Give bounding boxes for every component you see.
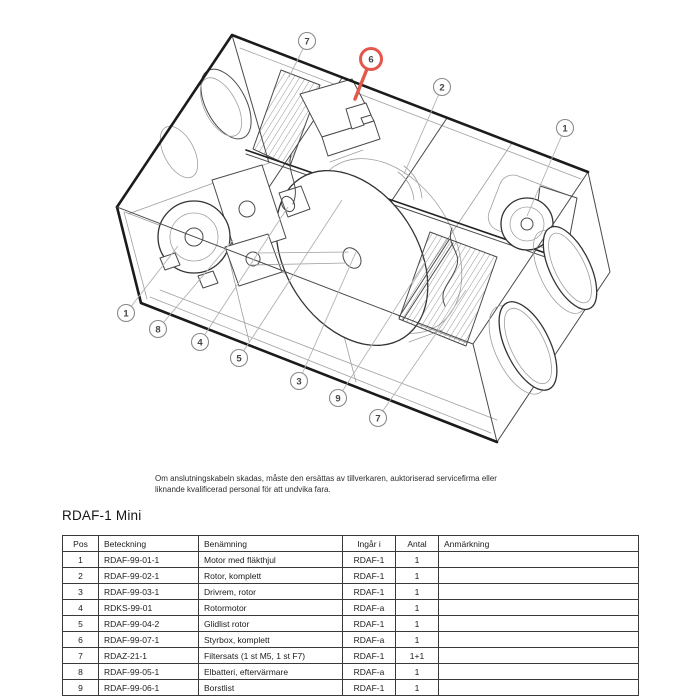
cell-ingar-i: RDAF-a: [343, 600, 396, 616]
cell-benamning: Borstlist: [199, 680, 343, 696]
cell-anmarkning: [439, 680, 639, 696]
table-row: [63, 680, 639, 696]
callout-number: 2: [439, 82, 445, 94]
cell-antal: 1: [396, 664, 439, 680]
cell-beteckning: RDAF-99-06-1: [99, 680, 199, 696]
leader-line-2: [404, 87, 442, 174]
cell-pos: 6: [63, 632, 99, 648]
parts-table: [62, 535, 639, 696]
table-row: [63, 600, 639, 616]
cell-beteckning: RDAF-99-02-1: [99, 568, 199, 584]
cell-pos: 7: [63, 648, 99, 664]
cell-beteckning: RDAZ-21-1: [99, 648, 199, 664]
cell-antal: 1: [396, 600, 439, 616]
callout-number: 7: [375, 413, 381, 425]
table-row: [63, 552, 639, 568]
cell-beteckning: RDAF-99-07-1: [99, 632, 199, 648]
cell-pos: 2: [63, 568, 99, 584]
warning-text: [155, 473, 557, 495]
left-duct-opening-2: [153, 120, 206, 184]
callout-6-highlighted: [361, 49, 382, 70]
cell-benamning: Motor med fläkthjul: [199, 552, 343, 568]
cell-ingar-i: RDAF-1: [343, 568, 396, 584]
cell-anmarkning: [439, 648, 639, 664]
callout-2: [434, 79, 451, 96]
callout-1: [118, 305, 135, 322]
table-header-row: [63, 536, 639, 552]
table-row: [63, 616, 639, 632]
cell-pos: 1: [63, 552, 99, 568]
cell-beteckning: RDAF-99-05-1: [99, 664, 199, 680]
cell-antal: 1: [396, 616, 439, 632]
cell-antal: 1: [396, 552, 439, 568]
cell-benamning: Glidlist rotor: [199, 616, 343, 632]
col-header-antal: Antal: [396, 536, 439, 552]
col-header-ingar-i: Ingår i: [343, 536, 396, 552]
callout-number: 6: [368, 54, 374, 66]
table-row: [63, 584, 639, 600]
left-duct-opening: [191, 61, 262, 147]
col-header-pos: Pos: [63, 536, 99, 552]
cell-antal: 1: [396, 568, 439, 584]
callout-number: 7: [304, 36, 310, 48]
cell-beteckning: RDAF-99-01-1: [99, 552, 199, 568]
callout-5: [231, 350, 248, 367]
cell-pos: 8: [63, 664, 99, 680]
styrbox: [300, 79, 380, 156]
parts-table-wrapper: [62, 535, 639, 696]
cell-anmarkning: [439, 584, 639, 600]
cell-antal: 1: [396, 584, 439, 600]
table-row: [63, 632, 639, 648]
cell-benamning: Drivrem, rotor: [199, 584, 343, 600]
table-row: [63, 568, 639, 584]
callout-8: [150, 321, 167, 338]
unit-drawing: [117, 35, 610, 442]
callout-number: 5: [236, 353, 242, 365]
cell-pos: 3: [63, 584, 99, 600]
cell-beteckning: RDAF-99-03-1: [99, 584, 199, 600]
callout-number: 1: [562, 123, 568, 135]
cell-ingar-i: RDAF-a: [343, 632, 396, 648]
callout-4: [192, 334, 209, 351]
page-title: RDAF-1 Mini: [62, 508, 142, 523]
callout-number: 8: [155, 324, 161, 336]
callout-number: 9: [335, 393, 341, 405]
duct-collar-lower: [487, 293, 569, 399]
cell-ingar-i: RDAF-1: [343, 648, 396, 664]
cell-antal: 1: [396, 680, 439, 696]
cell-anmarkning: [439, 616, 639, 632]
cell-ingar-i: RDAF-1: [343, 552, 396, 568]
callout-9: [330, 390, 347, 407]
cell-pos: 4: [63, 600, 99, 616]
col-header-anmarkning: Anmärkning: [439, 536, 639, 552]
cell-ingar-i: RDAF-1: [343, 616, 396, 632]
cell-anmarkning: [439, 568, 639, 584]
cell-benamning: Styrbox, komplett: [199, 632, 343, 648]
callout-number: 3: [296, 376, 302, 388]
cell-anmarkning: [439, 632, 639, 648]
cell-pos: 5: [63, 616, 99, 632]
callout-7: [370, 410, 387, 427]
table-row: [63, 648, 639, 664]
cell-ingar-i: RDAF-a: [343, 664, 396, 680]
table-row: [63, 664, 639, 680]
cell-beteckning: RDKS-99-01: [99, 600, 199, 616]
cell-benamning: Filtersats (1 st M5, 1 st F7): [199, 648, 343, 664]
callout-number: 1: [123, 308, 129, 320]
warning-line-2: liknande kvalificerad personal för att undvika fara.: [155, 485, 331, 494]
callout-1: [557, 120, 574, 137]
parts-table-body: [63, 552, 639, 696]
warning-line-1: Om anslutningskabeln skadas, måste den ersättas av tillverkaren, auktoriserad servicefirma eller: [155, 474, 497, 483]
cell-anmarkning: [439, 552, 639, 568]
callout-3: [291, 373, 308, 390]
cell-anmarkning: [439, 600, 639, 616]
cell-pos: 9: [63, 680, 99, 696]
cell-antal: 1: [396, 632, 439, 648]
filter-panel-left: [253, 70, 320, 166]
cell-anmarkning: [439, 664, 639, 680]
cell-ingar-i: RDAF-1: [343, 680, 396, 696]
cell-benamning: Elbatteri, eftervärmare: [199, 664, 343, 680]
col-header-benamning: Benämning: [199, 536, 343, 552]
col-header-beteckning: Beteckning: [99, 536, 199, 552]
cell-ingar-i: RDAF-1: [343, 584, 396, 600]
cell-beteckning: RDAF-99-04-2: [99, 616, 199, 632]
cell-antal: 1+1: [396, 648, 439, 664]
callout-number: 4: [197, 337, 203, 349]
cell-benamning: Rotormotor: [199, 600, 343, 616]
cell-benamning: Rotor, komplett: [199, 568, 343, 584]
callout-7: [299, 33, 316, 50]
